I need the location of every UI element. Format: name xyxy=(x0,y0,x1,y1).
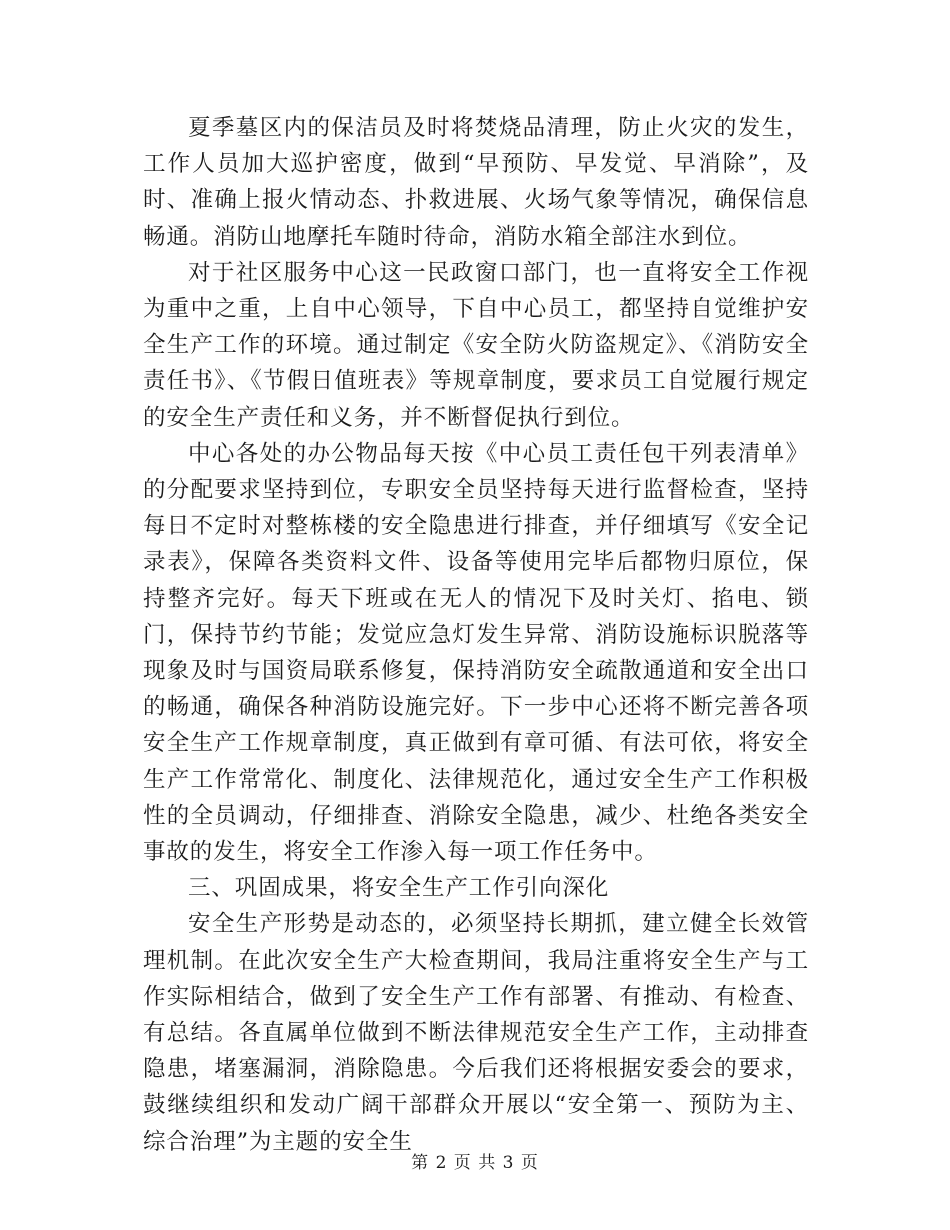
page-number-footer: 第 2 页 共 3 页 xyxy=(411,1153,539,1173)
paragraph-long-term-mechanism: 安全生产形势是动态的，必须坚持长期抓，建立健全长效管理机制。在此次安全生产大检查期间，我局注重将安全生产与工作实际相结合，做到了安全生产工作有部署、有推动、有检查、有总结。各直属单位做到不断法律规范安全生产工作，主动排查隐患，堵塞漏洞，消除隐患。今后我们还将根据安委会的要求，鼓继续组织和发动广阔干部群众开展以“安全第一、预防为主、综合治理”为主题的安全生 xyxy=(143,911,809,1155)
paragraph-fire-prevention: 夏季墓区内的保洁员及时将焚烧品清理，防止火灾的发生，工作人员加大巡护密度，做到“早预防、早发觉、早消除”，及时、准确上报火情动态、扑救进展、火场气象等情况，确保信息畅通。消防山地摩托车随时待命，消防水箱全部注水到位。 xyxy=(143,115,809,250)
document-body xyxy=(143,110,809,1160)
paragraph-office-safety-inspection: 中心各处的办公物品每天按《中心员工责任包干列表清单》的分配要求坚持到位，专职安全员坚持每天进行监督检查，坚持每日不定时对整栋楼的安全隐患进行排查，并仔细填写《安全记录表》，保障各类资料文件、设备等使用完毕后都物归原位，保持整齐完好。每天下班或在无人的情况下及时关灯、掐电、锁门，保持节约节能；发觉应急灯发生异常、消防设施标识脱落等现象及时与国资局联系修复，保持消防安全疏散通道和安全出口的畅通，确保各种消防设施完好。下一步中心还将不断完善各项安全生产工作规章制度，真正做到有章可循、有法可依，将安全生产工作常常化、制度化、法律规范化，通过安全生产工作积极性的全员调动，仔细排查、消除安全隐患，减少、杜绝各类安全事故的发生，将安全工作渗入每一项工作任务中。 xyxy=(143,440,809,866)
paragraph-community-service-center: 对于社区服务中心这一民政窗口部门，也一直将安全工作视为重中之重，上自中心领导，下自中心员工，都坚持自觉维护安全生产工作的环境。通过制定《安全防火防盗规定》、《消防安全责任书》、《节假日值班表》等规章制度，要求员工自觉履行规定的安全生产责任和义务，并不断督促执行到位。 xyxy=(143,259,809,431)
section-heading: 三、巩固成果，将安全生产工作引向深化 xyxy=(188,875,610,902)
